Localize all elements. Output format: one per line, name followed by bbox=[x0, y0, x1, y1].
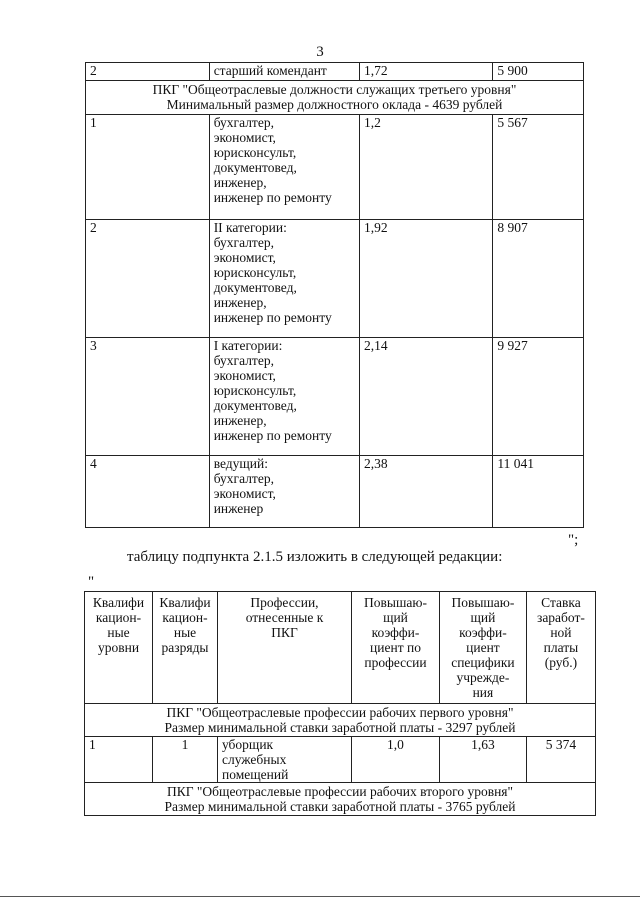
table1-row bbox=[86, 63, 584, 81]
position-cell: I категории: бухгалтер, экономист, юрисконсульт, документовед, инженер, инженер по ремонту bbox=[209, 338, 359, 456]
group-header-cell: ПКГ "Общеотраслевые должности служащих третьего уровня" Минимальный размер должностного оклада - 4639 рублей bbox=[86, 81, 584, 115]
header-qual-grades: Квалифи кацион- ные разряды bbox=[153, 592, 218, 704]
row-number-cell: 2 bbox=[86, 220, 210, 338]
salary-cell: 8 907 bbox=[493, 220, 584, 338]
table1-row bbox=[86, 220, 584, 338]
table1-row bbox=[86, 338, 584, 456]
header-professions: Профессии, отнесенные к ПКГ bbox=[217, 592, 351, 704]
table1-row bbox=[86, 115, 584, 220]
row-number-cell: 2 bbox=[86, 63, 210, 81]
table1-group-row bbox=[86, 81, 584, 115]
coefficient-cell: 1,72 bbox=[360, 63, 493, 81]
page-bottom-rule bbox=[0, 896, 640, 897]
position-cell: бухгалтер, экономист, юрисконсульт, документовед, инженер, инженер по ремонту bbox=[209, 115, 359, 220]
salary-cell: 11 041 bbox=[493, 456, 584, 528]
salary-table-1 bbox=[85, 62, 584, 528]
row-number-cell: 1 bbox=[86, 115, 210, 220]
header-coef-profession: Повышаю- щий коэффи- циент по профессии bbox=[352, 592, 440, 704]
coefficient-cell: 2,38 bbox=[360, 456, 493, 528]
coefficient-cell: 1,2 bbox=[360, 115, 493, 220]
closing-quote: "; bbox=[568, 532, 579, 548]
salary-cell: 5 567 bbox=[493, 115, 584, 220]
header-wage-rate: Ставка заработ- ной платы (руб.) bbox=[526, 592, 595, 704]
table2-group-row: ПКГ "Общеотраслевые профессии рабочих первого уровня" Размер минимальной ставки заработной платы - 3297 рублей bbox=[85, 704, 596, 737]
table2-group-row: ПКГ "Общеотраслевые профессии рабочих второго уровня" Размер минимальной ставки заработной платы - 3765 рублей bbox=[85, 783, 596, 816]
coefficient-cell: 1,92 bbox=[360, 220, 493, 338]
table2-header-row bbox=[85, 592, 596, 704]
position-cell: старший комендант bbox=[209, 63, 359, 81]
amendment-paragraph: таблицу подпункта 2.1.5 изложить в следующей редакции: bbox=[127, 549, 503, 565]
salary-cell: 5 900 bbox=[493, 63, 584, 81]
salary-table-2 bbox=[84, 591, 596, 816]
coefficient-cell: 2,14 bbox=[360, 338, 493, 456]
header-coef-institution: Повышаю- щий коэффи- циент специфики учрежде- ния bbox=[439, 592, 526, 704]
salary-cell: 9 927 bbox=[493, 338, 584, 456]
table1-row bbox=[86, 456, 584, 528]
page-number: 3 bbox=[316, 44, 324, 60]
row-number-cell: 3 bbox=[86, 338, 210, 456]
position-cell: II категории: бухгалтер, экономист, юрисконсульт, документовед, инженер, инженер по ремонту bbox=[209, 220, 359, 338]
row-number-cell: 4 bbox=[86, 456, 210, 528]
table2-row: 1 1 уборщик служебных помещений 1,0 1,63 5 374 bbox=[85, 737, 596, 783]
header-qual-levels: Квалифи кацион- ные уровни bbox=[85, 592, 153, 704]
position-cell: ведущий: бухгалтер, экономист, инженер bbox=[209, 456, 359, 528]
opening-quote: " bbox=[88, 574, 95, 590]
